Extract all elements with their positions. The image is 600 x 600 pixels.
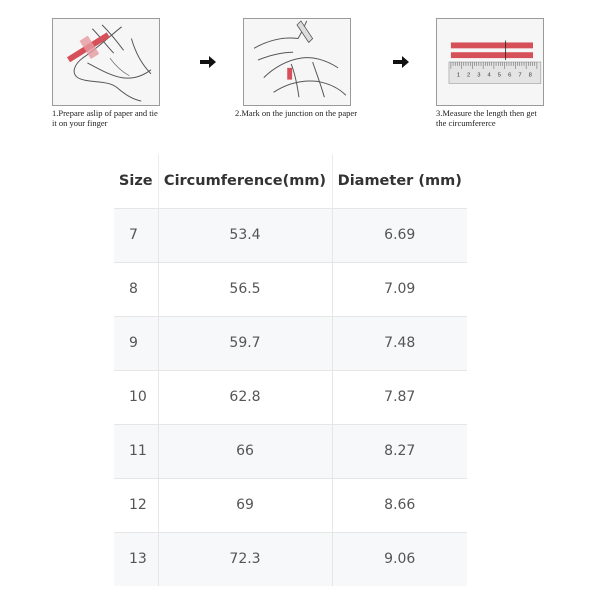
- circumference-cell: 59.7: [158, 316, 332, 370]
- step-2: [235, 18, 385, 118]
- size-cell: 7: [114, 208, 158, 262]
- circumference-cell: 62.8: [158, 370, 332, 424]
- hand-marking-illustration: [243, 18, 351, 106]
- table-header-row: [114, 154, 467, 208]
- header-diameter: Diameter (mm): [332, 154, 467, 208]
- ruler-number: 3: [477, 72, 481, 79]
- size-cell: 8: [114, 262, 158, 316]
- table-row: [114, 478, 467, 532]
- ruler-number: 4: [487, 72, 491, 79]
- diameter-cell: 8.66: [332, 478, 467, 532]
- circumference-cell: 53.4: [158, 208, 332, 262]
- table-row: [114, 316, 467, 370]
- table-row: [114, 424, 467, 478]
- ruler-measure-illustration: [436, 18, 544, 106]
- ruler-number: 8: [528, 72, 532, 79]
- size-cell: 12: [114, 478, 158, 532]
- right-arrow-icon: [393, 56, 409, 68]
- ring-size-table: [114, 154, 467, 586]
- right-arrow-icon: [200, 56, 216, 68]
- ruler-number: 7: [518, 72, 522, 79]
- step-3: [436, 18, 566, 128]
- diameter-cell: 8.27: [332, 424, 467, 478]
- size-cell: 9: [114, 316, 158, 370]
- circumference-cell: 69: [158, 478, 332, 532]
- table-row: [114, 532, 467, 586]
- step-1: [52, 18, 182, 128]
- diameter-cell: 9.06: [332, 532, 467, 586]
- hand-paper-strip-illustration: [52, 18, 160, 106]
- step-2-caption: 2.Mark on the junction on the paper: [235, 108, 358, 118]
- size-cell: 11: [114, 424, 158, 478]
- circumference-cell: 56.5: [158, 262, 332, 316]
- step-3-caption: 3.Measure the length then get the circumfererce: [436, 108, 537, 128]
- diameter-cell: 7.09: [332, 262, 467, 316]
- header-circumference: Circumference(mm): [158, 154, 332, 208]
- header-size: Size: [114, 154, 158, 208]
- diameter-cell: 7.87: [332, 370, 467, 424]
- diameter-cell: 6.69: [332, 208, 467, 262]
- diameter-cell: 7.48: [332, 316, 467, 370]
- step-1-caption: 1.Prepare aslip of paper and tie it on your finger: [52, 108, 158, 128]
- table-row: [114, 262, 467, 316]
- ruler-number: 2: [467, 72, 471, 79]
- ruler-number: 5: [497, 72, 502, 79]
- size-cell: 13: [114, 532, 158, 586]
- table-row: [114, 370, 467, 424]
- table-row: [114, 208, 467, 262]
- size-cell: 10: [114, 370, 158, 424]
- circumference-cell: 66: [158, 424, 332, 478]
- ruler-number: 1: [456, 72, 461, 79]
- ruler-number: 6: [508, 72, 512, 79]
- circumference-cell: 72.3: [158, 532, 332, 586]
